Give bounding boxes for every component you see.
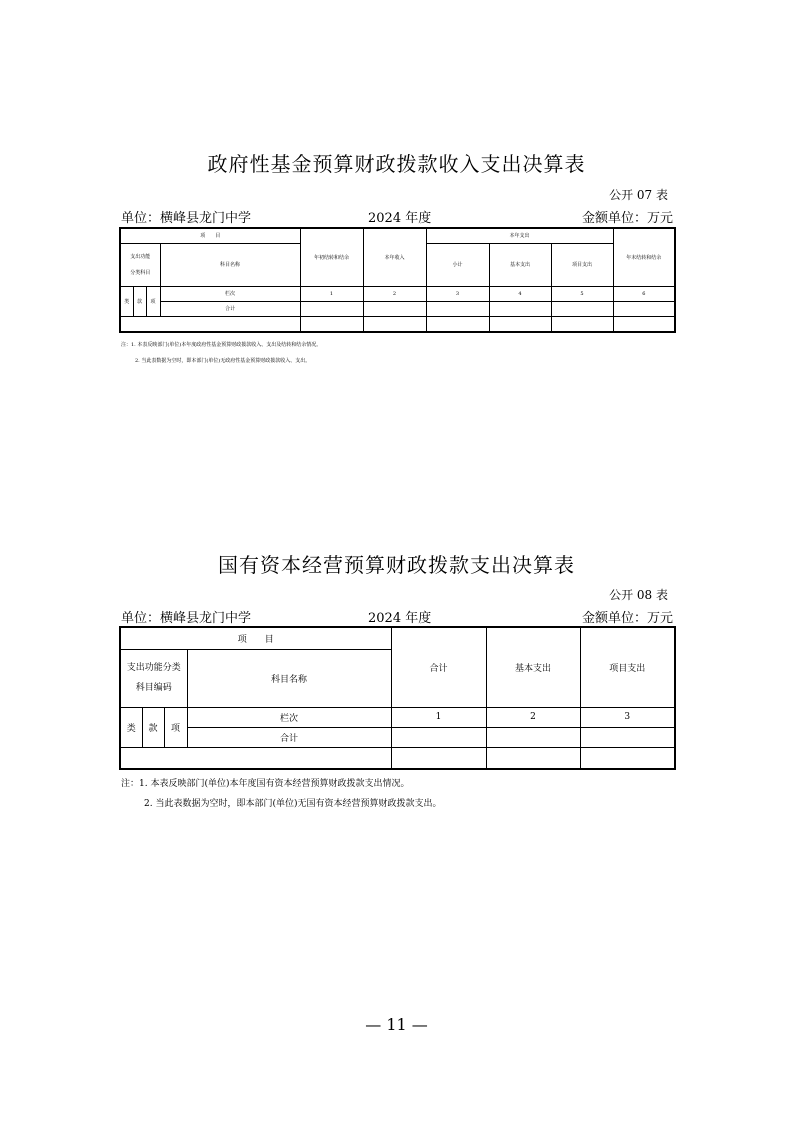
col-number: 1 xyxy=(300,286,363,301)
table07-form-no: 公开 07 表 xyxy=(609,188,668,202)
page-number: — 11 — xyxy=(365,1015,428,1034)
empty-cell xyxy=(391,747,486,769)
header-func-code xyxy=(120,649,187,707)
header-func-code-line2: 科目编码 xyxy=(135,683,172,693)
header-project: 项 目 xyxy=(120,627,391,649)
total-cell xyxy=(551,301,613,316)
header-expense-group: 本年支出 xyxy=(426,228,613,243)
empty-cell xyxy=(300,316,363,332)
row-col-label: 栏次 xyxy=(160,286,300,301)
table07-unit: 单位：横峰县龙门中学 xyxy=(121,211,252,226)
col-number: 6 xyxy=(613,286,675,301)
table07-title: 政府性基金预算财政拨款收入支出决算表 xyxy=(207,152,586,176)
col-number: 3 xyxy=(580,707,675,727)
header-item: 项目支出 xyxy=(580,627,675,707)
header-xiang: 项 xyxy=(164,707,187,747)
empty-cell xyxy=(120,316,300,332)
empty-cell xyxy=(363,316,426,332)
total-cell xyxy=(426,301,489,316)
empty-cell xyxy=(120,747,391,769)
table07-year: 2024 年度 xyxy=(368,211,432,226)
header-kuan: 款 xyxy=(142,707,164,747)
header-begin-balance: 年初结转和结余 xyxy=(300,228,363,286)
header-total: 合计 xyxy=(391,627,486,707)
header-func-code-line1: 支出功能 xyxy=(130,253,151,260)
table08-year: 2024 年度 xyxy=(368,611,432,626)
col-number: 1 xyxy=(391,707,486,727)
header-func-code-line2: 分类科目 xyxy=(130,269,151,276)
total-cell xyxy=(363,301,426,316)
total-label: 合计 xyxy=(187,727,391,747)
table07 xyxy=(119,227,676,333)
header-func-code-line1: 支出功能分类 xyxy=(126,663,181,673)
table08-title: 国有资本经营预算财政拨款支出决算表 xyxy=(218,553,575,577)
total-cell xyxy=(489,301,551,316)
header-end-balance: 年末结转和结余 xyxy=(613,228,675,286)
empty-cell xyxy=(580,747,675,769)
header-item: 项目支出 xyxy=(551,243,613,286)
total-label: 合计 xyxy=(160,301,300,316)
table08-form-no: 公开 08 表 xyxy=(609,588,668,602)
header-income: 本年收入 xyxy=(363,228,426,286)
header-lei: 类 xyxy=(120,286,133,316)
col-number: 2 xyxy=(363,286,426,301)
total-cell xyxy=(391,727,486,747)
header-xiang: 项 xyxy=(146,286,160,316)
empty-cell xyxy=(426,316,489,332)
col-number: 5 xyxy=(551,286,613,301)
total-cell xyxy=(300,301,363,316)
header-kuan: 款 xyxy=(133,286,146,316)
empty-cell xyxy=(551,316,613,332)
table07-amount-unit: 金额单位：万元 xyxy=(581,211,673,226)
total-cell xyxy=(613,301,675,316)
table08-unit: 单位：横峰县龙门中学 xyxy=(121,611,252,626)
table08 xyxy=(119,626,676,770)
row-col-label: 栏次 xyxy=(187,707,391,727)
table07-note-2: 2. 当此表数据为空时，即本部门(单位)无政府性基金预算财政拨款收入、支出。 xyxy=(135,358,311,364)
col-number: 2 xyxy=(486,707,580,727)
empty-cell xyxy=(486,747,580,769)
header-subject-name: 科目名称 xyxy=(187,649,391,707)
header-project: 项 目 xyxy=(120,228,300,243)
header-lei: 类 xyxy=(120,707,142,747)
empty-cell xyxy=(489,316,551,332)
table08-amount-unit: 金额单位：万元 xyxy=(581,611,673,626)
col-number: 3 xyxy=(426,286,489,301)
header-basic: 基本支出 xyxy=(486,627,580,707)
col-number: 4 xyxy=(489,286,551,301)
header-basic: 基本支出 xyxy=(489,243,551,286)
header-subtotal: 小计 xyxy=(426,243,489,286)
header-subject-name: 科目名称 xyxy=(160,243,300,286)
table07-note-1: 注：1. 本表反映部门(单位)本年度政府性基金预算财政拨款收入、支出及结转和结余情况。 xyxy=(121,342,322,348)
table08-note-2: 2. 当此表数据为空时，即本部门(单位)无国有资本经营预算财政拨款支出。 xyxy=(144,799,442,809)
table08-note-1: 注：1. 本表反映部门(单位)本年度国有资本经营预算财政拨款支出情况。 xyxy=(121,779,410,789)
total-cell xyxy=(486,727,580,747)
total-cell xyxy=(580,727,675,747)
header-func-code xyxy=(120,243,160,286)
empty-cell xyxy=(613,316,675,332)
